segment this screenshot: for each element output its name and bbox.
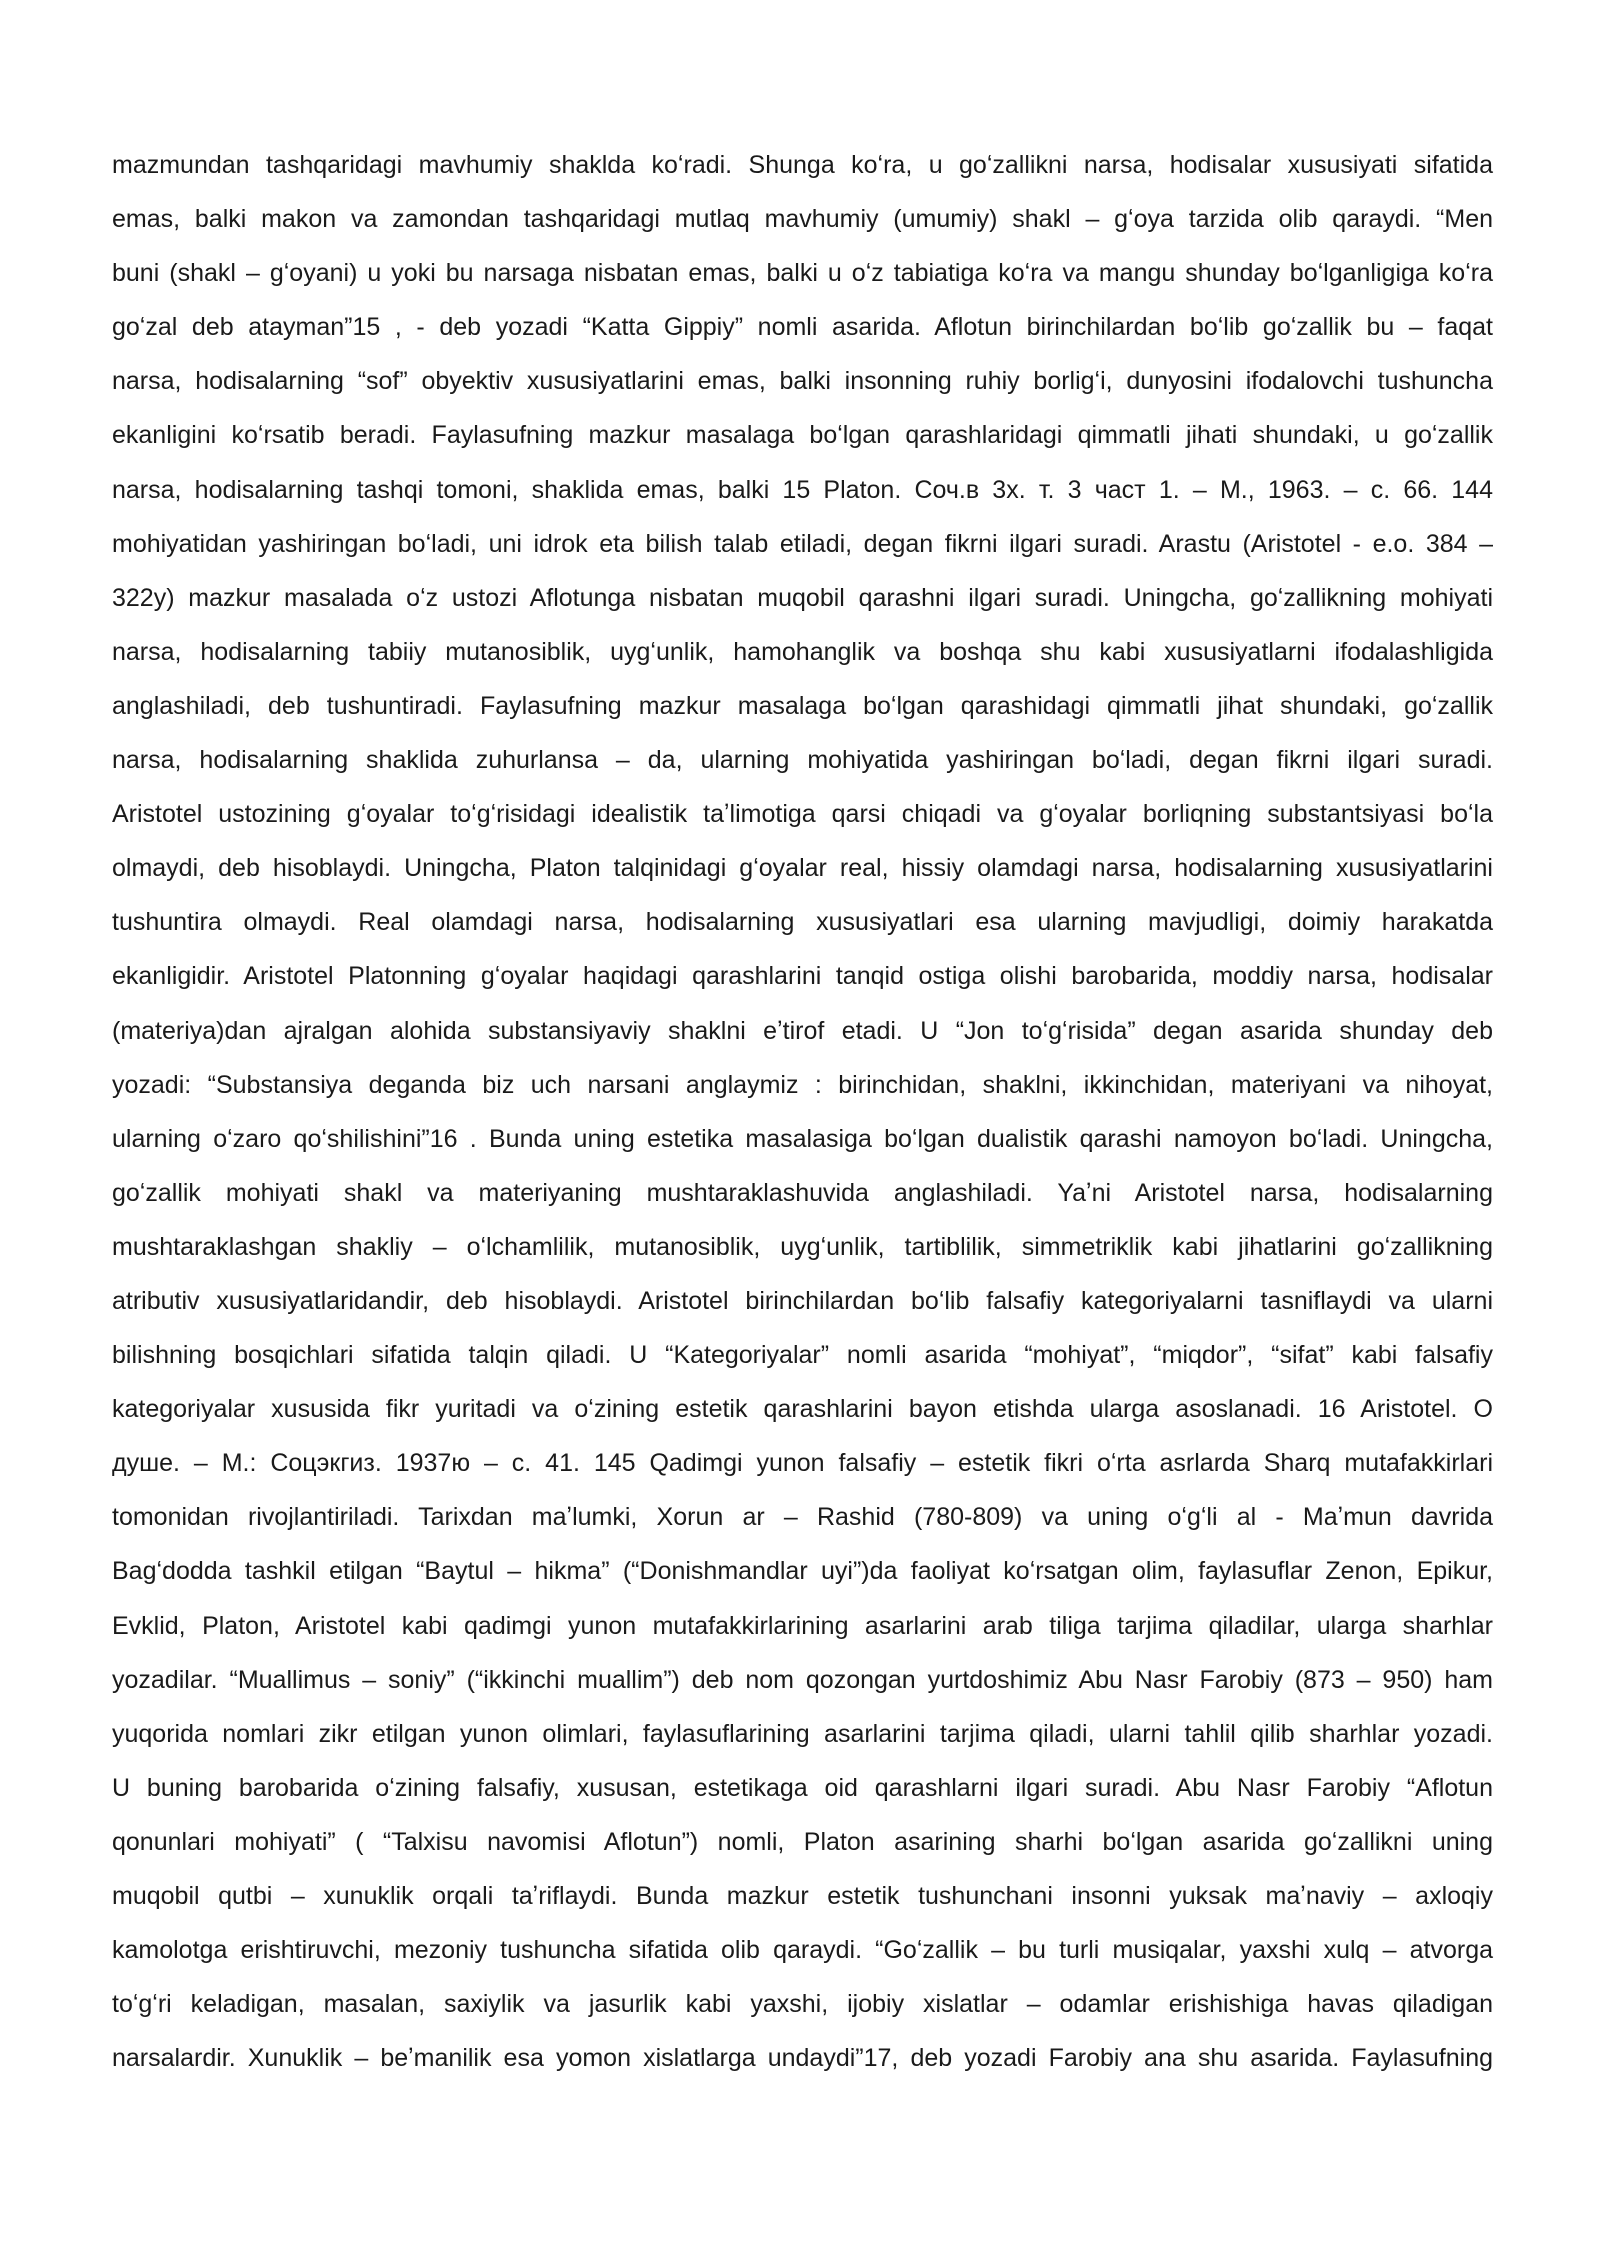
- body-text: [112, 138, 1493, 2085]
- text-line: yozadilar. “Muallimus – soniy” (“ikkinchi muallim”) deb nom qozongan yurtdoshimiz Abu Nasr Farobiy (873 – 950) ham: [112, 1665, 1493, 1694]
- text-line: olmaydi, deb hisoblaydi. Uningcha, Platon talqinidagi gʻoyalar real, hissiy olamdagi narsa, hodisalarning xususiyatlarini: [112, 854, 1493, 883]
- text-line: yuqorida nomlari zikr etilgan yunon olimlari, faylasuflarining asarlarini tarjima qiladi, ularni tahlil qilib sharhlar yozadi.: [112, 1719, 1493, 1748]
- text-line: atributiv xususiyatlaridandir, deb hisoblaydi. Aristotel birinchilardan boʻlib falsafiy kategoriyalarni tasniflaydi va ularni: [112, 1286, 1493, 1315]
- text-line: Evklid, Platon, Aristotel kabi qadimgi yunon mutafakkirlarining asarlarini arab tiliga tarjima qiladilar, ularga sharhlar: [112, 1611, 1493, 1640]
- text-line: kategoriyalar xususida fikr yuritadi va oʻzining estetik qarashlarini bayon etishda ularga asoslanadi. 16 Aristotel. О: [112, 1395, 1493, 1424]
- text-line: muqobil qutbi – xunuklik orqali taʼriflaydi. Bunda mazkur estetik tushunchani insonni yuksak maʼnaviy – axloqiy: [112, 1882, 1493, 1910]
- text-line: U buning barobarida oʻzining falsafiy, xususan, estetikaga oid qarashlarni ilgari suradi. Abu Nasr Farobiy “Aflotun: [112, 1773, 1493, 1802]
- text-line: emas, balki makon va zamondan tashqaridagi mutlaq mavhumiy (umumiy) shakl – gʻoya tarzida olib qaraydi. “Men: [112, 205, 1493, 234]
- text-line: yozadi: “Substansiya deganda biz uch narsani anglaymiz : birinchidan, shaklni, ikkinchidan, materiyani va nihoyat,: [112, 1070, 1493, 1099]
- text-line: mushtaraklashgan shakliy – oʻlchamlilik, mutanosiblik, uygʻunlik, tartiblilik, simmetriklik kabi jihatlarini goʻzallikning: [112, 1232, 1493, 1261]
- text-line: ekanligini koʻrsatib beradi. Faylasufning mazkur masalaga boʻlgan qarashlaridagi qimmatli jihati shundaki, u goʻzallik: [112, 421, 1493, 450]
- text-line: narsa, hodisalarning tabiiy mutanosiblik, uygʻunlik, hamohanglik va boshqa shu kabi xususiyatlarni ifodalashligida: [112, 637, 1493, 666]
- text-line: anglashiladi, deb tushuntiradi. Faylasufning mazkur masalaga boʻlgan qarashidagi qimmatli jihat shundaki, goʻzallik: [112, 691, 1493, 720]
- text-line: qonunlari mohiyati” ( “Talxisu navomisi Aflotun”) nomli, Platon asarining sharhi boʻlgan asarida goʻzallikni uning: [112, 1827, 1493, 1856]
- text-line: bilishning bosqichlari sifatida talqin qiladi. U “Kategoriyalar” nomli asarida “mohiyat”, “miqdor”, “sifat” kabi falsafiy: [112, 1341, 1493, 1370]
- text-line: narsa, hodisalarning shaklida zuhurlansa – da, ularning mohiyatida yashiringan boʻladi, degan fikrni ilgari suradi.: [112, 746, 1493, 775]
- text-line: mohiyatidan yashiringan boʻladi, uni idrok eta bilish talab etiladi, degan fikrni ilgari suradi. Arastu (Aristotel - e.o. 384 –: [112, 529, 1493, 558]
- text-line: ularning oʻzaro qoʻshilishini”16 . Bunda uning estetika masalasiga boʻlgan dualistik qarashi namoyon boʻladi. Uningcha,: [112, 1124, 1493, 1153]
- text-line: narsalardir. Xunuklik – beʼmanilik esa yomon xislatlarga undaydi”17, deb yozadi Farobiy ana shu asarida. Faylasufning: [112, 2044, 1493, 2073]
- text-line: Bagʻdodda tashkil etilgan “Baytul – hikma” (“Donishmandlar uyi”)da faoliyat koʻrsatgan olim, faylasuflar Zenon, Epikur,: [112, 1557, 1493, 1586]
- text-line: narsa, hodisalarning tashqi tomoni, shaklida emas, balki 15 Platon. Соч.в 3х. т. 3 част 1. – М., 1963. – с. 66. 144: [112, 475, 1493, 504]
- text-line: goʻzal deb atayman”15 , - deb yozadi “Katta Gippiy” nomli asarida. Aflotun birinchilardan boʻlib goʻzallik bu – faqat: [112, 313, 1493, 342]
- text-line: mazmundan tashqaridagi mavhumiy shaklda koʻradi. Shunga koʻra, u goʻzallikni narsa, hodisalar xususiyati sifatida: [112, 151, 1493, 179]
- text-line: buni (shakl – gʻoyani) u yoki bu narsaga nisbatan emas, balki u oʻz tabiatiga koʻra va mangu shunday boʻlganligiga koʻra: [112, 259, 1493, 288]
- text-line: (materiya)dan ajralgan alohida substansiyaviy shaklni eʼtirof etadi. U “Jon toʻgʻrisida” degan asarida shunday deb: [112, 1016, 1493, 1045]
- text-line: Aristotel ustozining gʻoyalar toʻgʻrisidagi idealistik taʼlimotiga qarsi chiqadi va gʻoyalar borliqning substantsiyasi boʻla: [112, 800, 1493, 829]
- text-line: ekanligidir. Aristotel Platonning gʻoyalar haqidagi qarashlarini tanqid ostiga olishi barobarida, moddiy narsa, hodisalar: [112, 962, 1493, 991]
- text-line: toʻgʻri keladigan, masalan, saxiylik va jasurlik kabi yaxshi, ijobiy xislatlar – odamlar erishishiga havas qiladigan: [112, 1990, 1493, 2019]
- text-line: 322y) mazkur masalada oʻz ustozi Aflotunga nisbatan muqobil qarashni ilgari suradi. Uningcha, goʻzallikning mohiyati: [112, 583, 1493, 612]
- text-line: narsa, hodisalarning “sof” obyektiv xususiyatlarini emas, balki insonning ruhiy borligʻi, dunyosini ifodalovchi tushuncha: [112, 367, 1493, 396]
- text-line: tomonidan rivojlantiriladi. Tarixdan maʼlumki, Xorun ar – Rashid (780-809) va uning oʻgʻli al - Maʼmun davrida: [112, 1503, 1493, 1532]
- text-line: tushuntira olmaydi. Real olamdagi narsa, hodisalarning xususiyatlari esa ularning mavjudligi, doimiy harakatda: [112, 908, 1493, 937]
- text-line: душе. – М.: Соцэкгиз. 1937ю – с. 41. 145 Qadimgi yunon falsafiy – estetik fikri oʻrta asrlarda Sharq mutafakkirlari: [112, 1449, 1493, 1478]
- text-line: kamolotga erishtiruvchi, mezoniy tushuncha sifatida olib qaraydi. “Goʻzallik – bu turli musiqalar, yaxshi xulq – atvorga: [112, 1936, 1493, 1965]
- text-line: goʻzallik mohiyati shakl va materiyaning mushtaraklashuvida anglashiladi. Yaʼni Aristotel narsa, hodisalarning: [112, 1178, 1493, 1207]
